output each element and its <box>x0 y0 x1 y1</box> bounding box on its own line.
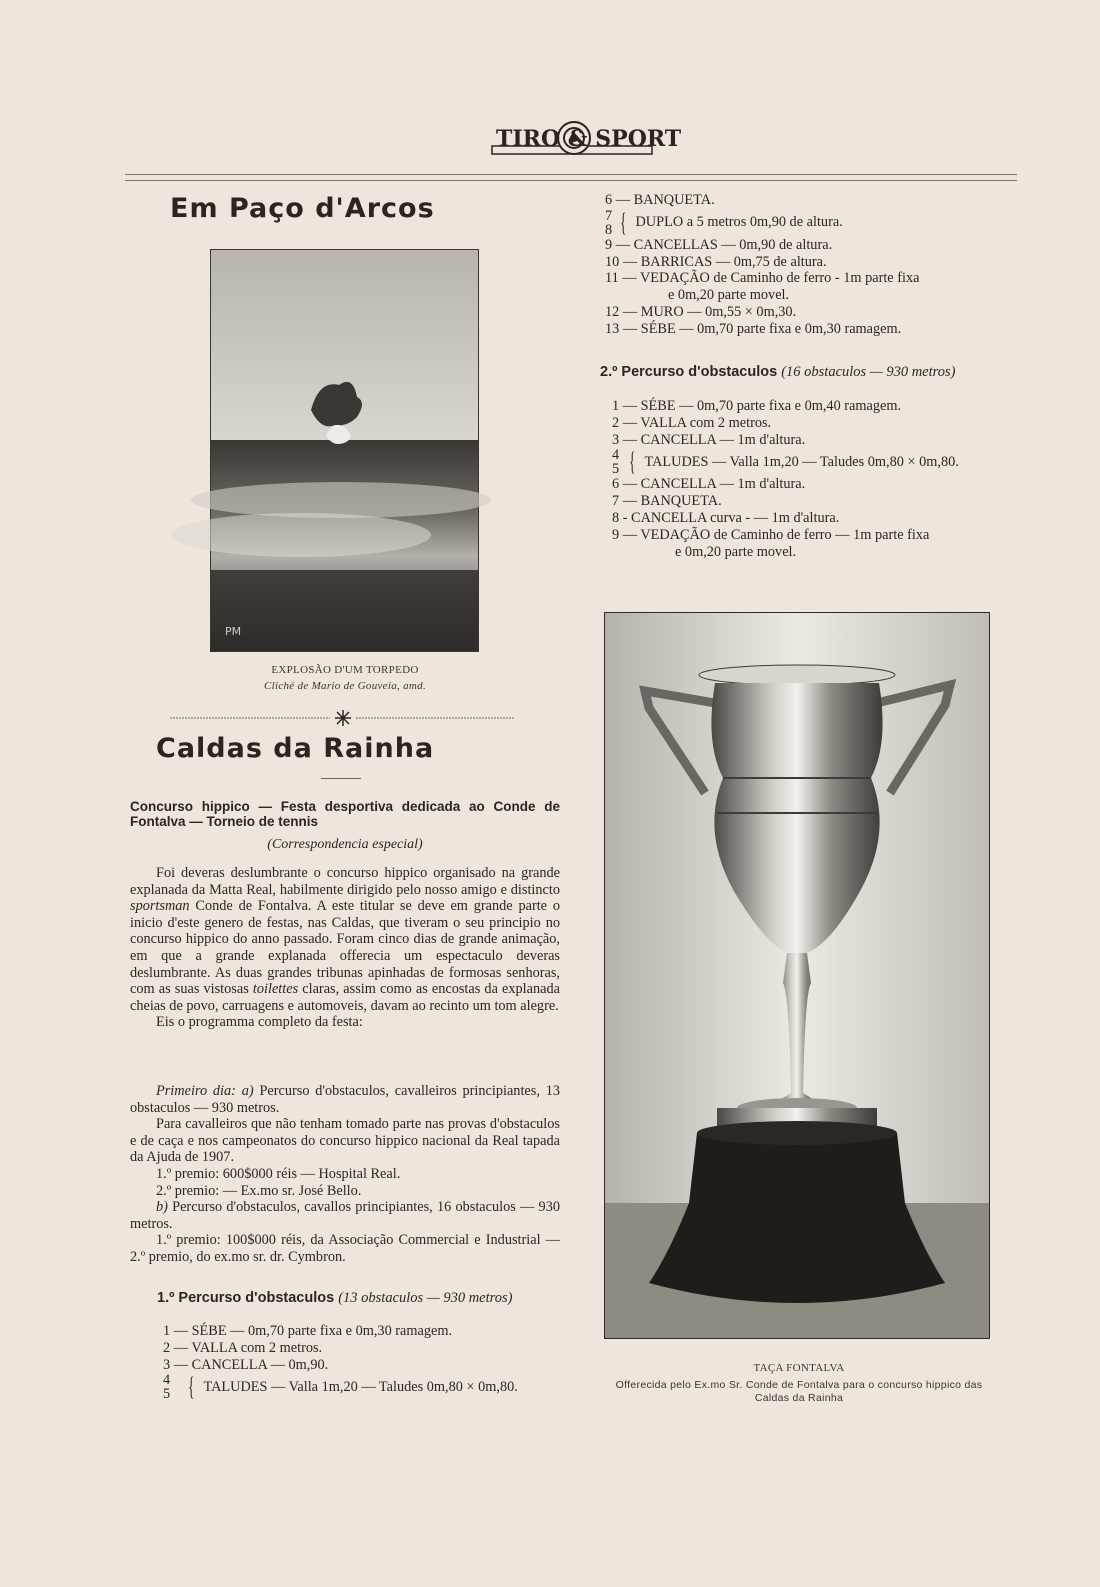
pair-num-bottom: 8 <box>605 221 613 238</box>
course1-list-part2 <box>605 192 1015 338</box>
photo-caption-title: EXPLOSÃO D'UM TORPEDO <box>271 664 419 676</box>
pair-num-top: 7 <box>605 207 613 224</box>
list-item-continuation: e 0m,20 parte movel. <box>675 543 797 560</box>
pair-numbers <box>163 1373 185 1401</box>
masthead-logo <box>488 116 682 166</box>
programme-day1 <box>130 1083 560 1116</box>
article-subtitle: Concurso hippico — Festa desportiva dedicada ao Conde de Fontalva — Torneio de tennis <box>130 799 560 829</box>
brace-glyph: { <box>629 447 636 477</box>
programme-conditions: Para cavalleiros que não tenham tomado parte nas provas d'obstaculos e de caça e nos campeonatos do concurso hippico nacional da Real tapada da Ajuda de 1907. <box>130 1116 560 1166</box>
list-item: 6 — BANQUETA. <box>605 192 715 208</box>
programme-details <box>130 1083 560 1266</box>
list-item: 11 — VEDAÇÃO de Caminho de ferro - 1m parte fixa <box>605 270 920 287</box>
masthead-rule-top <box>125 174 1017 175</box>
list-item: 1 — SÉBE — 0m,70 parte fixa e 0m,30 ramagem. <box>163 1323 453 1339</box>
b-label: b) <box>156 1199 168 1216</box>
list-item: 12 — MURO — 0m,55 × 0m,30. <box>605 303 797 320</box>
article-title-caldas: Caldas da Rainha <box>156 733 435 764</box>
intro-text-c: claras, assim como as encostas da explanada cheias de povo, carruagens e automoveis, davam ao recinto um tom alegre. <box>130 981 560 1014</box>
programme-b <box>130 1199 560 1232</box>
b-text: Percurso d'obstaculos, cavallos principiantes, 16 obstaculos — 930 metros. <box>130 1199 560 1232</box>
intro-italic-sportsman: sportsman <box>130 898 190 915</box>
list-item: 2 — VALLA com 2 metros. <box>612 414 772 431</box>
programme-prize-2: 2.º premio: — Ex.mo sr. José Bello. <box>156 1182 362 1199</box>
list-item: 9 — VEDAÇÃO de Caminho de ferro — 1m parte fixa <box>612 526 930 543</box>
pair-text: DUPLO a 5 metros 0m,90 de altura. <box>635 214 843 231</box>
section-divider-ornament <box>170 706 515 730</box>
trophy-caption-title: TAÇA FONTALVA <box>753 1362 845 1374</box>
course2-title: 2.º Percurso d'obstaculos <box>600 364 778 380</box>
list-item: 7 — BANQUETA. <box>612 493 722 510</box>
title-underline <box>321 778 361 779</box>
trophy-photo <box>604 612 990 1339</box>
course2-list <box>612 398 1017 560</box>
programme-prize-1: 1.º premio: 600$000 réis — Hospital Real. <box>156 1165 401 1182</box>
trophy-caption-text: Offerecida pelo Ex.mo Sr. Conde de Fontalva para o concurso hippico das Caldas da Rainha <box>615 1379 983 1404</box>
course1-list-part1 <box>163 1323 583 1401</box>
pair-num-top: 4 <box>163 1372 171 1389</box>
pair-numbers <box>605 209 617 237</box>
course1-detail: (13 obstaculos — 930 metros) <box>338 1290 513 1306</box>
list-item-paired <box>605 209 1015 237</box>
pair-num-bottom: 5 <box>163 1386 171 1403</box>
course1-title: 1.º Percurso d'obstaculos <box>157 1290 335 1306</box>
pair-num-bottom: 5 <box>612 461 620 478</box>
pair-text: TALUDES — Valla 1m,20 — Taludes 0m,80 × 0m,80. <box>203 1378 518 1395</box>
list-item-paired <box>163 1373 583 1401</box>
article-title-paco-arcos: Em Paço d'Arcos <box>170 193 435 224</box>
torpedo-explosion-photo <box>210 249 479 652</box>
paragraph-programme: Eis o programma completo da festa: <box>156 1014 363 1031</box>
list-item: 2 — VALLA com 2 metros. <box>163 1339 323 1356</box>
paragraph-intro <box>130 865 560 1014</box>
course2-detail: (16 obstaculos — 930 metros) <box>781 364 956 380</box>
list-item-continuation: e 0m,20 parte movel. <box>668 287 790 304</box>
pair-num-top: 4 <box>612 447 620 464</box>
intro-text-b: Conde de Fontalva. A este titular se deve em grande parte o inicio d'este genero de festas, nas Caldas, que tiveram o seu principio no concurso hippico do anno passado. Foram cinco dias de grande animação, em que a grande explanada offerecia um espectaculo deveras deslumbrante. As duas grandes tribunas apinhadas de formosas senhoras, com as suas vistosas <box>130 898 560 998</box>
correspondence-note: (Correspondencia especial) <box>267 837 423 852</box>
list-item: 9 — CANCELLAS — 0m,90 de altura. <box>605 236 833 253</box>
brace-glyph: { <box>188 1372 195 1402</box>
photo-caption-credit: Cliché de Mario de Gouveia, amd. <box>263 680 427 692</box>
brace-glyph: { <box>620 207 627 237</box>
programme-prize-3: 1.º premio: 100$000 réis, da Associação Commercial e Industrial — 2.º premio, do ex.mo sr. dr. Cymbron. <box>130 1232 560 1265</box>
photo-initials: PM <box>225 625 242 638</box>
intro-italic-toilettes: toilettes <box>252 981 299 998</box>
logo-text: TIRO & SPORT <box>496 126 682 152</box>
article-body <box>130 865 560 1031</box>
pair-numbers <box>612 448 626 476</box>
day1-text: Percurso d'obstaculos, cavalleiros principiantes, 13 obstaculos — 930 metros. <box>130 1083 561 1116</box>
list-item: 10 — BARRICAS — 0m,75 de altura. <box>605 253 827 270</box>
list-item: 8 - CANCELLA curva - — 1m d'altura. <box>612 509 840 526</box>
list-item: 13 — SÉBE — 0m,70 parte fixa e 0m,30 ramagem. <box>605 320 902 337</box>
day1-label: Primeiro dia: a) <box>156 1083 254 1099</box>
list-item: 1 — SÉBE — 0m,70 parte fixa e 0m,40 ramagem. <box>612 398 902 414</box>
intro-text-a: Foi deveras deslumbrante o concurso hippico organisado na grande explanada da Matta Real, habilmente dirigido pelo nosso amigo e distincto <box>130 865 560 898</box>
list-item: 3 — CANCELLA — 1m d'altura. <box>612 431 806 448</box>
list-item-paired <box>612 448 1017 476</box>
list-item: 3 — CANCELLA — 0m,90. <box>163 1356 329 1373</box>
pair-text: TALUDES — Valla 1m,20 — Taludes 0m,80 × 0m,80. <box>644 453 959 470</box>
list-item: 6 — CANCELLA — 1m d'altura. <box>612 476 806 493</box>
course1-heading <box>157 1290 577 1307</box>
masthead-rule-bottom <box>125 180 1017 181</box>
course2-heading <box>600 364 1020 381</box>
